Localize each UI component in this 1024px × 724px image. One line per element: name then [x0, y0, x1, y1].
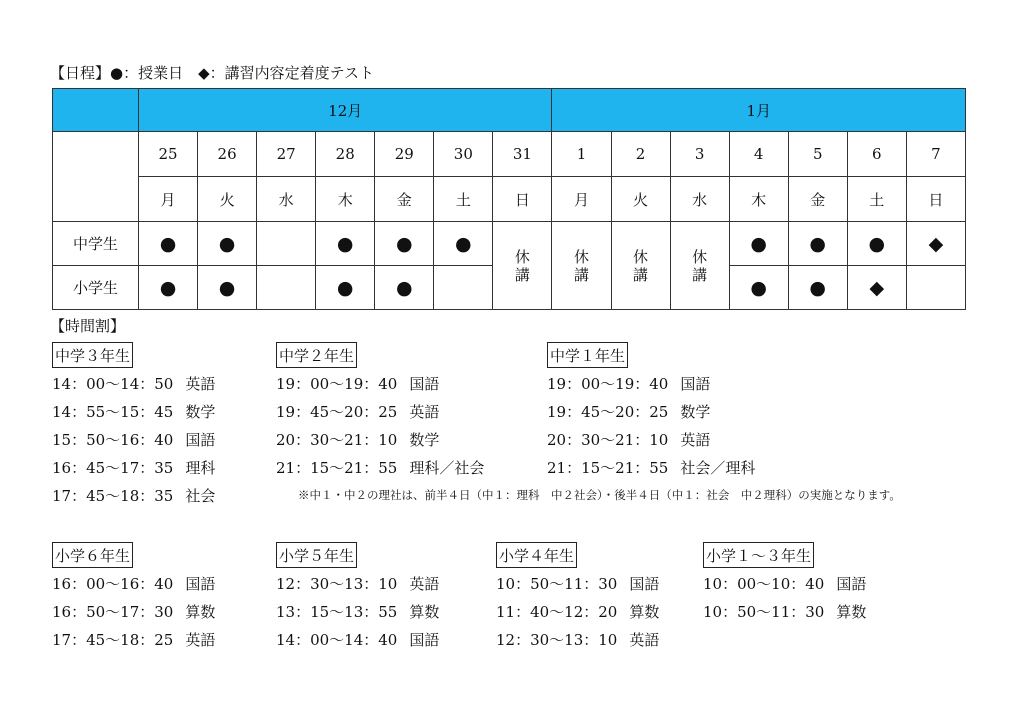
no-class-char: 講 [573, 265, 589, 284]
lesson-row [547, 398, 755, 426]
no-class-text [552, 248, 610, 284]
lesson-subject: 国語 [409, 375, 440, 393]
lesson-time: 20：30～21：10 [276, 431, 398, 449]
lesson-row [52, 398, 215, 426]
class-day-mark: ● [336, 232, 354, 255]
date-cell: 29 [375, 132, 434, 177]
lesson-subject: 英語 [185, 375, 216, 393]
class-day-mark: ● [218, 232, 236, 255]
day-cell [729, 266, 788, 310]
day-cell [257, 222, 316, 266]
class-day-mark: ● [750, 276, 767, 299]
weekday-cell: 火 [198, 177, 257, 222]
weekday-cell: 金 [788, 177, 847, 222]
lesson-row [276, 454, 484, 482]
no-class-char: 休 [633, 247, 649, 266]
class-day-mark: ● [809, 232, 827, 255]
group-title: 小学６年生 [52, 542, 133, 568]
group-title: 中学１年生 [547, 342, 628, 368]
no-class-text [493, 248, 551, 284]
lesson-subject: 理科 [185, 459, 216, 477]
no-class-cell [493, 222, 552, 310]
lesson-row [547, 454, 755, 482]
lesson-row [276, 626, 439, 654]
science-social-note: ※中１・中２の理社は、前半４日（中１：理科 中２社会）・後半４日（中１：社会 中２理科）の実施となります。 [298, 488, 901, 502]
day-cell [847, 266, 906, 310]
lesson-time: 12：30～13：10 [496, 631, 618, 649]
weekday-cell: 日 [906, 177, 965, 222]
lesson-time: 16：50～17：30 [52, 603, 174, 621]
lesson-subject: 国語 [680, 375, 711, 393]
timetable-title: 【時間割】 [50, 317, 126, 335]
day-cell [198, 222, 257, 266]
lesson-subject: 国語 [185, 431, 216, 449]
date-cell: 27 [257, 132, 316, 177]
lesson-row [496, 626, 659, 654]
lesson-subject: 英語 [185, 631, 216, 649]
lesson-row [547, 370, 755, 398]
lesson-time: 12：30～13：10 [276, 575, 398, 593]
day-cell [316, 266, 375, 310]
lesson-time: 17：45～18：35 [52, 487, 174, 505]
day-cell [316, 222, 375, 266]
weekday-cell: 日 [493, 177, 552, 222]
weekday-cell: 金 [375, 177, 434, 222]
day-cell [375, 266, 434, 310]
lesson-time: 14：00～14：40 [276, 631, 398, 649]
lesson-time: 15：50～16：40 [52, 431, 174, 449]
group-title: 小学５年生 [276, 542, 357, 568]
class-day-mark: ● [750, 232, 767, 255]
lesson-subject: 社会 [185, 487, 216, 505]
lesson-row [496, 570, 659, 598]
month-header: 1月 [552, 89, 966, 132]
date-cell: 1 [552, 132, 611, 177]
corner-cell [53, 89, 139, 132]
lesson-subject: 英語 [409, 403, 440, 421]
day-cell [906, 266, 965, 310]
class-day-mark: ● [455, 232, 472, 255]
lesson-subject: 理科／社会 [409, 459, 485, 477]
date-cell: 26 [198, 132, 257, 177]
lesson-subject: 国語 [409, 631, 440, 649]
timetable-group [496, 542, 659, 654]
class-day-mark: ● [809, 276, 827, 299]
weekday-cell: 土 [434, 177, 493, 222]
class-day-mark: ● [159, 276, 177, 299]
class-day-mark: ● [868, 232, 886, 255]
lesson-subject: 算数 [629, 603, 660, 621]
day-cell [788, 266, 847, 310]
lesson-time: 17：45～18：25 [52, 631, 174, 649]
weekday-cell: 木 [316, 177, 375, 222]
lesson-row [703, 598, 866, 626]
schedule-legend: 【日程】●：授業日 ◆：講習内容定着度テスト [50, 64, 375, 82]
timetable-group [276, 342, 484, 482]
lesson-row [703, 570, 866, 598]
lesson-time: 10：50～11：30 [703, 603, 825, 621]
timetable-group [52, 542, 215, 654]
lesson-subject: 国語 [836, 575, 867, 593]
lesson-subject: 国語 [629, 575, 660, 593]
date-cell: 4 [729, 132, 788, 177]
class-day-mark: ● [159, 232, 177, 255]
weekday-cell: 水 [257, 177, 316, 222]
weekday-cell: 月 [139, 177, 198, 222]
day-cell [788, 222, 847, 266]
lesson-row [52, 482, 215, 510]
date-cell: 30 [434, 132, 493, 177]
lesson-row [276, 570, 439, 598]
weekday-cell: 火 [611, 177, 670, 222]
lesson-row [547, 426, 755, 454]
day-cell [434, 266, 493, 310]
lesson-row [52, 370, 215, 398]
lesson-time: 19：00～19：40 [547, 375, 669, 393]
group-title: 中学３年生 [52, 342, 133, 368]
lesson-row [496, 598, 659, 626]
no-class-cell [552, 222, 611, 310]
class-day-mark: ● [336, 276, 354, 299]
weekday-cell: 木 [729, 177, 788, 222]
lesson-time: 14：00～14：50 [52, 375, 174, 393]
lesson-subject: 算数 [836, 603, 867, 621]
no-class-char: 休 [514, 247, 530, 266]
group-label: 中学生 [53, 222, 139, 266]
day-cell [139, 266, 198, 310]
lesson-subject: 数学 [680, 403, 711, 421]
date-cell: 5 [788, 132, 847, 177]
lesson-time: 13：15～13：55 [276, 603, 398, 621]
day-cell [847, 222, 906, 266]
group-label: 小学生 [53, 266, 139, 310]
day-cell [906, 222, 965, 266]
lesson-subject: 国語 [185, 575, 216, 593]
no-class-char: 講 [633, 265, 649, 284]
group-row [53, 222, 966, 266]
day-cell [375, 222, 434, 266]
weekday-row [53, 177, 966, 222]
no-class-char: 休 [573, 247, 589, 266]
lesson-time: 10：00～10：40 [703, 575, 825, 593]
lesson-time: 19：45～20：25 [276, 403, 398, 421]
lesson-row [52, 570, 215, 598]
lesson-row [276, 370, 484, 398]
class-day-mark: ● [395, 276, 413, 299]
no-class-cell [611, 222, 670, 310]
lesson-time: 16：45～17：35 [52, 459, 174, 477]
lesson-time: 19：45～20：25 [547, 403, 669, 421]
lesson-time: 14：55～15：45 [52, 403, 174, 421]
date-cell: 25 [139, 132, 198, 177]
no-class-cell [670, 222, 729, 310]
lesson-subject: 英語 [629, 631, 660, 649]
group-title: 小学４年生 [496, 542, 577, 568]
day-cell [139, 222, 198, 266]
day-cell [198, 266, 257, 310]
timetable-group [52, 342, 215, 510]
lesson-time: 19：00～19：40 [276, 375, 398, 393]
test-day-mark: ◆ [869, 276, 885, 299]
group-title: 中学２年生 [276, 342, 357, 368]
test-day-mark: ◆ [928, 232, 944, 255]
date-cell: 28 [316, 132, 375, 177]
lesson-subject: 数学 [409, 431, 440, 449]
day-cell [257, 266, 316, 310]
lesson-row [52, 426, 215, 454]
no-class-text [612, 248, 670, 284]
month-row [53, 89, 966, 132]
lesson-time: 20：30～21：10 [547, 431, 669, 449]
lesson-row [276, 398, 484, 426]
date-cell: 2 [611, 132, 670, 177]
lesson-time: 10：50～11：30 [496, 575, 618, 593]
lesson-subject: 英語 [680, 431, 711, 449]
class-day-mark: ● [395, 232, 413, 255]
day-cell [434, 222, 493, 266]
date-row [53, 132, 966, 177]
weekday-cell: 水 [670, 177, 729, 222]
no-class-char: 講 [692, 265, 708, 284]
no-class-char: 休 [692, 247, 708, 266]
lesson-subject: 英語 [409, 575, 440, 593]
lesson-subject: 算数 [409, 603, 440, 621]
lesson-time: 11：40～12：20 [496, 603, 618, 621]
timetable-group [276, 542, 439, 654]
month-header: 12月 [139, 89, 552, 132]
lesson-subject: 数学 [185, 403, 216, 421]
lesson-time: 16：00～16：40 [52, 575, 174, 593]
lesson-time: 21：15～21：55 [547, 459, 669, 477]
no-class-text [671, 248, 729, 284]
date-cell: 31 [493, 132, 552, 177]
lesson-subject: 算数 [185, 603, 216, 621]
lesson-subject: 社会／理科 [680, 459, 756, 477]
date-cell: 7 [906, 132, 965, 177]
lesson-row [276, 426, 484, 454]
lesson-row [52, 626, 215, 654]
group-title: 小学１～３年生 [703, 542, 814, 568]
lesson-row [52, 598, 215, 626]
weekday-cell: 月 [552, 177, 611, 222]
lesson-row [52, 454, 215, 482]
timetable-group [547, 342, 755, 482]
timetable-group [703, 542, 866, 626]
no-class-char: 講 [514, 265, 530, 284]
blank-label-cell [53, 132, 139, 222]
lesson-row [276, 598, 439, 626]
lesson-time: 21：15～21：55 [276, 459, 398, 477]
class-day-mark: ● [218, 276, 236, 299]
date-cell: 6 [847, 132, 906, 177]
day-cell [729, 222, 788, 266]
date-cell: 3 [670, 132, 729, 177]
schedule-table [52, 88, 966, 310]
weekday-cell: 土 [847, 177, 906, 222]
